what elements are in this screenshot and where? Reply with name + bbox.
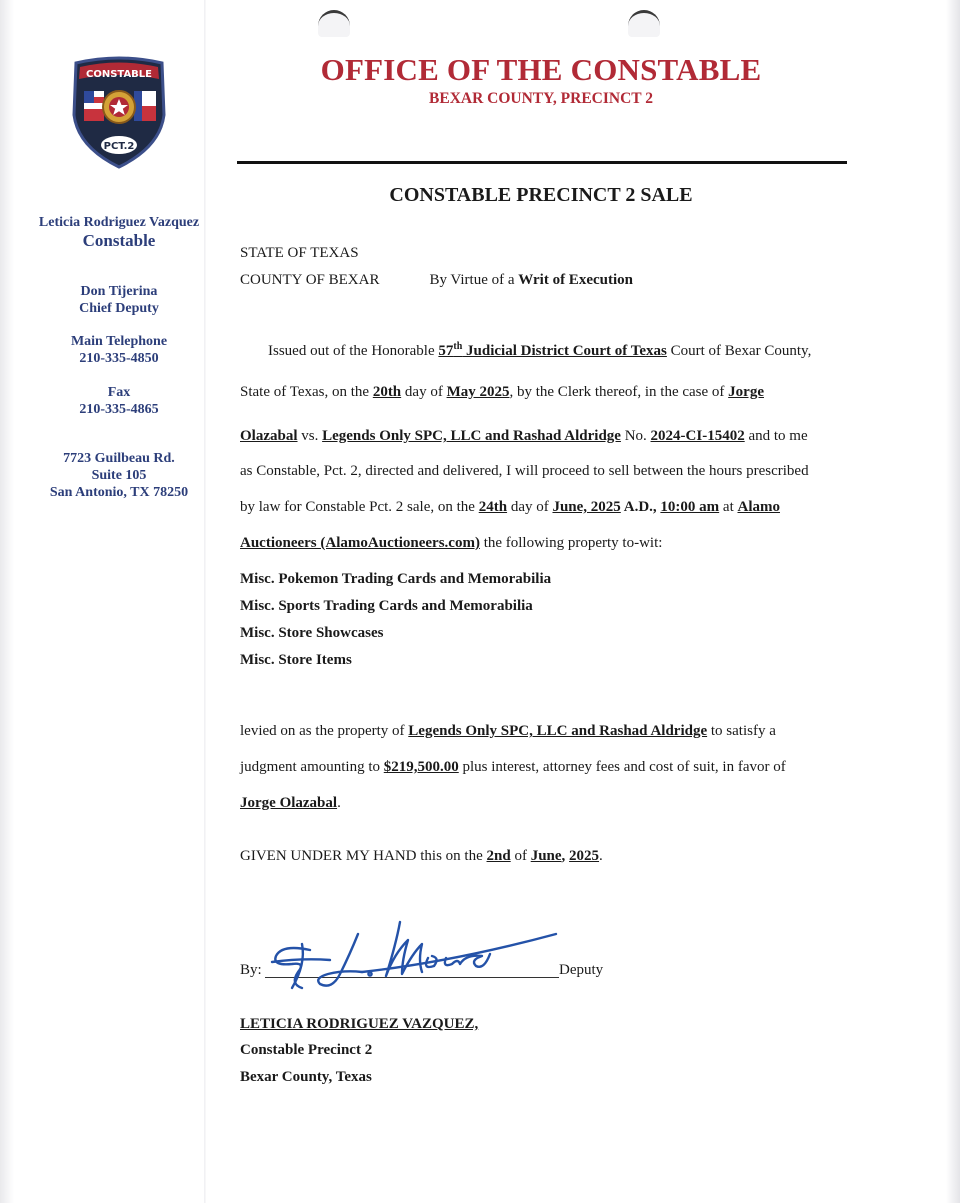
text-span: day of bbox=[401, 384, 447, 400]
plaintiff-last-name: Olazabal bbox=[240, 428, 298, 444]
paragraph-2-line-2 bbox=[240, 759, 786, 776]
paragraph-1-line-4: as Constable, Pct. 2, directed and delivered, I will proceed to sell between the hours prescribed bbox=[240, 463, 809, 479]
phone-label: Main Telephone bbox=[70, 334, 168, 349]
badge-bottom-text: PCT.2 bbox=[103, 141, 135, 152]
writ-type: Writ of Execution bbox=[518, 272, 633, 288]
badge-top-text: CONSTABLE bbox=[85, 69, 153, 80]
page-edge-right bbox=[946, 0, 960, 1203]
case-number: 2024-CI-15402 bbox=[650, 428, 745, 444]
paragraph-1-line-2 bbox=[240, 384, 764, 401]
office-subtitle: BEXAR COUNTY, PRECINCT 2 bbox=[429, 90, 653, 107]
fax-label: Fax bbox=[107, 385, 131, 400]
property-item: Misc. Pokemon Trading Cards and Memorabilia bbox=[240, 571, 552, 587]
venue-website: Auctioneers (AlamoAuctioneers.com) bbox=[240, 535, 480, 551]
court-reference bbox=[438, 343, 667, 359]
phone-number: 210-335-4850 bbox=[79, 351, 159, 366]
fax-number: 210-335-4865 bbox=[79, 402, 159, 417]
paragraph-1-line-6 bbox=[240, 535, 662, 552]
fold-line bbox=[204, 0, 206, 1203]
text-span: levied on as the property of bbox=[240, 723, 409, 739]
deputy-label: Deputy bbox=[559, 962, 604, 978]
office-title: OFFICE OF THE CONSTABLE bbox=[320, 52, 762, 87]
paragraph-2-line-3 bbox=[240, 795, 341, 812]
text-span: No. bbox=[620, 428, 651, 444]
paragraph-2-line-1 bbox=[240, 723, 776, 740]
main-telephone bbox=[20, 333, 218, 367]
signer-title: Constable Precinct 2 bbox=[240, 1042, 373, 1058]
text-span: State of Texas, on the bbox=[240, 384, 373, 400]
defendant-name: Legends Only SPC, LLC and Rashad Aldridge bbox=[408, 723, 708, 739]
plaintiff-name: Jorge Olazabal bbox=[240, 795, 338, 811]
sale-time: 10:00 am bbox=[660, 499, 720, 515]
text-span: day of bbox=[507, 499, 553, 515]
text-span: GIVEN UNDER MY HAND this on the bbox=[240, 848, 487, 864]
text-span: of bbox=[510, 848, 531, 864]
page-edge-left bbox=[0, 0, 14, 1203]
text-span: , bbox=[561, 848, 570, 864]
signer-name: LETICIA RODRIGUEZ VAZQUEZ, bbox=[240, 1016, 479, 1032]
text-span: Issued out of the Honorable bbox=[268, 343, 439, 359]
text-span: A.D., bbox=[620, 499, 661, 515]
property-item: Misc. Sports Trading Cards and Memorabilia bbox=[240, 598, 533, 614]
by-label: By: bbox=[240, 962, 262, 978]
office-address bbox=[20, 450, 218, 501]
document-title: CONSTABLE PRECINCT 2 SALE bbox=[389, 184, 693, 206]
property-item: Misc. Store Showcases bbox=[240, 625, 384, 641]
court-number: 57 bbox=[438, 343, 454, 359]
venue-name: Alamo bbox=[737, 499, 780, 515]
virtue-prefix: By Virtue of a bbox=[429, 272, 519, 288]
chief-deputy-contact bbox=[20, 283, 218, 317]
constable-badge-icon bbox=[70, 55, 168, 169]
header-divider bbox=[237, 161, 847, 164]
issue-day: 20th bbox=[372, 384, 402, 400]
text-span: Court of Bexar County, bbox=[666, 343, 812, 359]
text-span: the following property to-wit: bbox=[479, 535, 663, 551]
chief-deputy-name: Don Tijerina bbox=[80, 284, 158, 299]
constable-name: Leticia Rodriguez Vazquez bbox=[38, 215, 200, 230]
text-span: by law for Constable Pct. 2 sale, on the bbox=[240, 499, 479, 515]
punch-hole-icon bbox=[318, 10, 350, 37]
judgment-amount: $219,500.00 bbox=[383, 759, 459, 775]
sale-day: 24th bbox=[478, 499, 508, 515]
sale-month: June, 2025 bbox=[552, 499, 621, 515]
constable-contact bbox=[20, 214, 218, 251]
court-ordinal: th bbox=[453, 341, 463, 352]
county: COUNTY OF BEXAR bbox=[240, 272, 380, 288]
signer-county: Bexar County, Texas bbox=[240, 1069, 372, 1085]
county-line bbox=[240, 272, 633, 289]
property-item: Misc. Store Items bbox=[240, 652, 352, 668]
plaintiff-first-name: Jorge bbox=[728, 384, 764, 400]
text-span: , by the Clerk thereof, in the case of bbox=[509, 384, 729, 400]
text-span: vs. bbox=[297, 428, 323, 444]
text-span: at bbox=[719, 499, 738, 515]
court-name: Judicial District Court of Texas bbox=[462, 343, 667, 359]
issue-month: May 2025 bbox=[446, 384, 510, 400]
text-span: and to me bbox=[744, 428, 808, 444]
given-month: June bbox=[530, 848, 562, 864]
text-span: . bbox=[599, 848, 603, 864]
defendant-name: Legends Only SPC, LLC and Rashad Aldridge bbox=[322, 428, 621, 444]
text-span: . bbox=[337, 795, 341, 811]
paragraph-1-line-1 bbox=[268, 343, 811, 360]
state-line: STATE OF TEXAS bbox=[240, 245, 359, 261]
given-under-hand bbox=[240, 848, 603, 865]
address-line-3: San Antonio, TX 78250 bbox=[49, 485, 189, 500]
paragraph-1-line-5 bbox=[240, 499, 780, 516]
paragraph-1-line-3 bbox=[240, 428, 808, 445]
address-line-2: Suite 105 bbox=[91, 468, 147, 483]
text-span: judgment amounting to bbox=[240, 759, 384, 775]
address-line-1: 7723 Guilbeau Rd. bbox=[63, 451, 175, 466]
handwritten-signature bbox=[262, 914, 562, 994]
constable-title: Constable bbox=[82, 231, 156, 250]
chief-deputy-title: Chief Deputy bbox=[79, 301, 159, 316]
text-span: plus interest, attorney fees and cost of suit, in favor of bbox=[458, 759, 786, 775]
punch-hole-icon bbox=[628, 10, 660, 37]
given-day: 2nd bbox=[486, 848, 511, 864]
text-span: to satisfy a bbox=[707, 723, 776, 739]
given-year: 2025 bbox=[569, 848, 600, 864]
fax-contact bbox=[20, 384, 218, 418]
